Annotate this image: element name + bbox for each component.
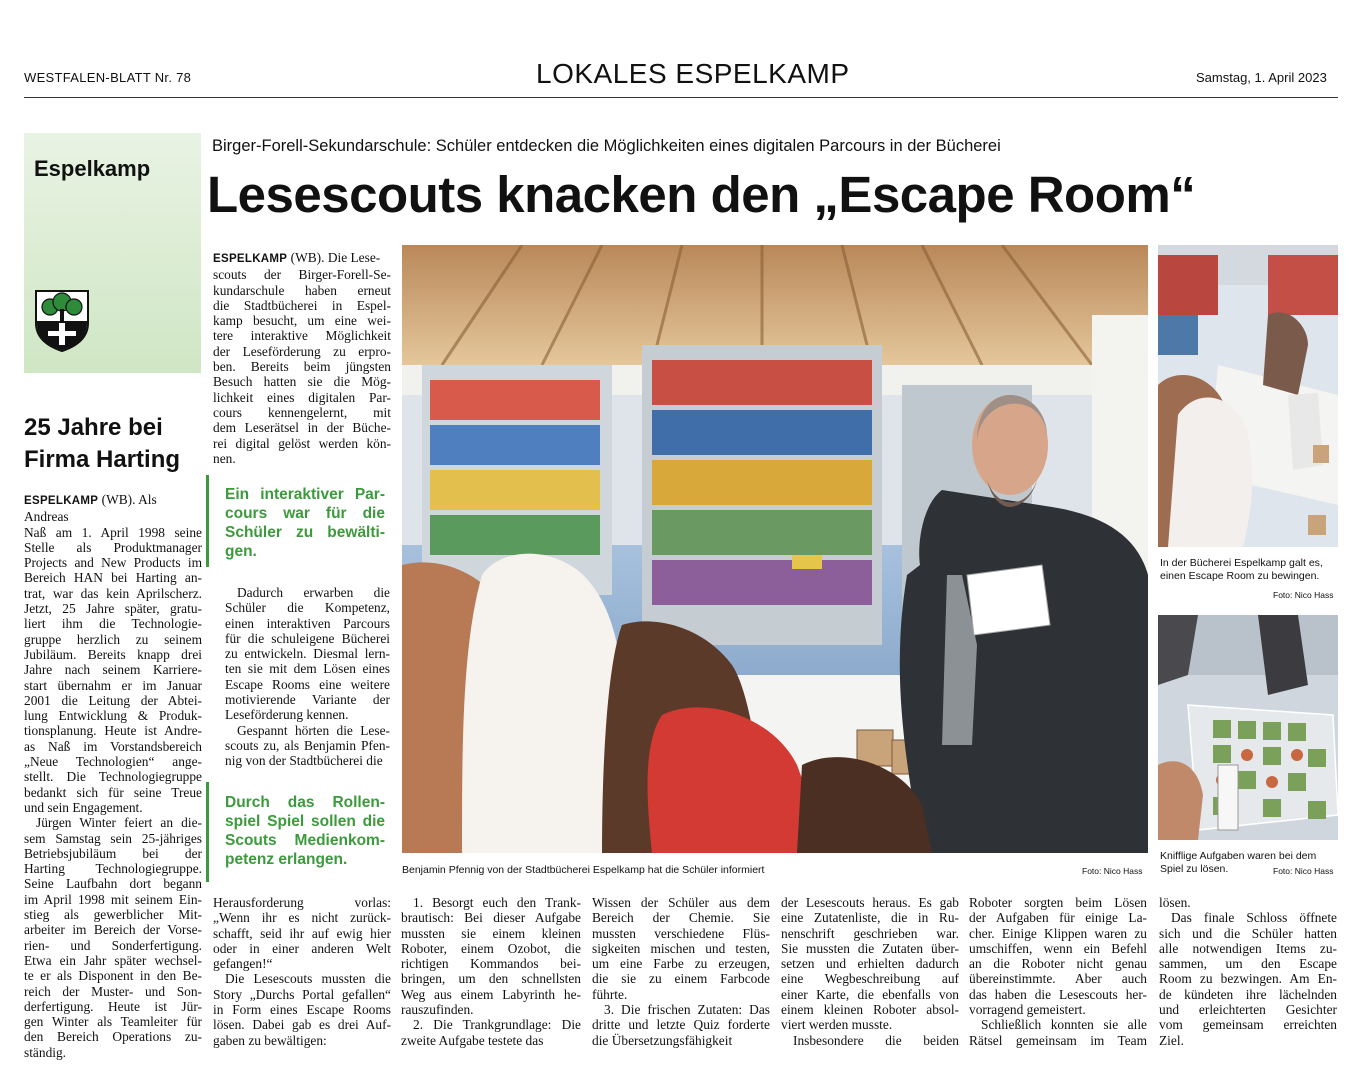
article-column-2	[401, 895, 581, 1048]
text-line: Weg aus einem Labyrinth he-	[401, 986, 581, 1002]
text-line: zu entwickeln. Diesmal lern-	[225, 646, 390, 662]
text-line: Herausforderung vorlas:	[213, 895, 391, 910]
text-line: die Übersetzungsfähigkeit	[592, 1032, 733, 1048]
right-photo-2-caption-line1: Knifflige Aufgaben waren bei dem	[1160, 850, 1317, 862]
text-line: 1. Besorgt euch den Trank-	[413, 895, 581, 910]
text-line: einer Karte, die ebenfalls von	[781, 986, 959, 1002]
text-line: scouts zu, als Benjamin Pfen-	[225, 737, 390, 753]
text-line: Schließlich konnten sie alle	[981, 1017, 1147, 1033]
text-line: Insbesondere die beiden	[793, 1032, 959, 1048]
main-photo-library-scene	[402, 245, 1148, 853]
text-line: nenschrift geschrieben war.	[781, 925, 959, 941]
text-line: Dadurch erwarben die	[237, 585, 390, 600]
text-line: Room zu bezwingen. Am En-	[1159, 971, 1337, 987]
text-line: reich der Muster- und Son-	[24, 983, 202, 999]
text-line: sich und die Schüler hatten	[1159, 925, 1337, 941]
text-line: viert werden musste.	[781, 1017, 893, 1033]
text-line: einen interaktiven Parcours	[225, 615, 390, 631]
text-line: sem Samstag sein 25-jähriges	[24, 830, 202, 846]
text-line: lichkeit eines digitalen Par-	[213, 389, 391, 405]
text-line: Roboter sorgten beim Lösen	[969, 895, 1147, 910]
text-line: mussten verschiedene Flüs-	[592, 925, 770, 941]
text-line: „Wenn ihr es nicht zurück-	[213, 910, 391, 926]
text-line: der Aufgaben für einige La-	[969, 910, 1147, 926]
text-line: sigkeiten mischen und testen,	[592, 940, 770, 956]
text-line: brautisch: Bei dieser Aufgabe	[401, 910, 581, 926]
main-photo-caption: Benjamin Pfennig von der Stadtbücherei Espelkamp hat die Schüler informiert	[402, 864, 765, 876]
text-line: gaben zu bewältigen:	[213, 1032, 327, 1048]
right-photo-2-credit: Foto: Nico Hass	[1273, 866, 1334, 876]
right-photo-1-credit: Foto: Nico Hass	[1273, 590, 1334, 600]
text-line: rauszufinden.	[401, 1002, 474, 1018]
right-photo-puzzle-grid	[1158, 615, 1338, 840]
text-line: gen.	[225, 543, 257, 560]
text-line: den Bereich Operations zu-	[24, 1029, 202, 1045]
text-line: eine Zutatenliste, die in Ru-	[781, 910, 959, 926]
text-line: der Leseförderung zu erpro-	[213, 343, 391, 359]
text-line: kamp besucht, um eine wei-	[213, 313, 391, 329]
text-line: stellt. Die Technologiegruppe	[24, 769, 202, 785]
header-divider	[24, 97, 1338, 98]
text-line: für die schuleigene Bücherei	[225, 630, 390, 646]
text-line: ten sie mit dem Lösen eines	[225, 661, 390, 677]
text-line: rien- und Sonderfertigung.	[24, 937, 202, 953]
sidebar-article-lines	[24, 525, 202, 1060]
text-line: cours kennengelernt, mit	[213, 404, 391, 420]
issue-date: Samstag, 1. April 2023	[1196, 70, 1327, 85]
text-line: im April 1998 mit seinem Ein-	[24, 891, 202, 907]
text-line: Sie mussten die Zutaten über-	[781, 940, 959, 956]
pullquote-1	[225, 485, 385, 561]
text-line: die sie zu einem Farbcode	[592, 971, 770, 987]
text-line: Betriebsjubiläum bei der	[24, 845, 202, 861]
sidebar-location: ESPELKAMP	[24, 495, 99, 507]
article-column-4	[781, 895, 959, 1048]
text-line: Durch das Rollen-	[225, 794, 385, 811]
text-line: Die Lesescouts mussten die	[225, 971, 391, 987]
text-line: schafft, seid ihr auf ewig hier	[213, 925, 391, 941]
text-line: sammen, um den Escape	[1159, 956, 1337, 972]
text-line: tere interaktive Möglichkeit	[213, 328, 391, 344]
sidebar-article-title	[24, 412, 204, 476]
text-line: liert ihm die Technologie-	[24, 616, 202, 632]
text-line: as Naß im Vorstandsbereich	[24, 738, 202, 754]
text-line: Besuch hatten sie die Mög-	[213, 374, 391, 390]
text-line: lösen. Dabei gab es drei Auf-	[213, 1017, 391, 1033]
right-photo-students-at-table	[1158, 245, 1338, 547]
pullquote-1-bar	[206, 475, 209, 567]
right-photo-2-caption-line2: Spiel zu lösen.	[1160, 863, 1229, 875]
text-line: cher. Einige Klippen waren zu	[969, 925, 1147, 941]
text-line: oder in einer anderen Welt	[213, 940, 391, 956]
text-line: Scouts Medienkom-	[225, 832, 385, 849]
text-line: richtigen Kommandos bei-	[401, 956, 581, 972]
text-line: lösen.	[1159, 895, 1191, 910]
text-line: „Neue Technologien“ ange-	[24, 754, 202, 770]
text-line: tionsplanung. Heute ist Andre-	[24, 723, 202, 739]
article-headline: Lesescouts knacken den „Escape Room“	[207, 166, 1196, 223]
text-line: derfertigung. Heute ist Jür-	[24, 998, 202, 1014]
text-line: Jetzt, 25 Jahre später, gratu-	[24, 601, 202, 617]
text-line: Schüler die Kompetenz,	[225, 600, 390, 616]
sidebar-article-line: ESPELKAMP (WB). Als Andreas	[24, 492, 157, 525]
text-line: 2001 die Leitung der Abtei-	[24, 692, 202, 708]
section-title: LOKALES ESPELKAMP	[536, 58, 850, 89]
sidebar-article-title-line2: Firma Harting	[24, 446, 181, 473]
text-line: stieg als gewerblicher Mit-	[24, 907, 202, 923]
text-line: bringen, um den schnellsten	[401, 971, 581, 987]
text-line: rei digital gelöst werden kön-	[213, 435, 391, 451]
text-line: um eine Farbe zu erzeugen,	[592, 956, 770, 972]
text-line: gen Winter als Teamleiter für	[24, 1014, 202, 1030]
text-line: nig von der Stadtbücherei die	[225, 753, 383, 769]
text-line: Etwa ein Jahr später wechsel-	[24, 952, 202, 968]
text-line: der Lesescouts heraus. Es gab	[781, 895, 959, 910]
text-line: und sein Engagement.	[24, 799, 143, 815]
text-line: ständig.	[24, 1044, 67, 1060]
text-line: arbeiter im Bereich der Vorse-	[24, 922, 202, 938]
text-line: de kündeten ihre lächelnden	[1159, 986, 1337, 1002]
text-line: das haben die Lesescouts her-	[969, 986, 1147, 1002]
pullquote-2	[225, 793, 385, 869]
text-line: Story „Durchs Portal gefallen“	[213, 986, 391, 1002]
text-line: Ein interaktiver Par-	[225, 486, 385, 503]
text-line: Rätsel gemeinsam im Team	[969, 1032, 1147, 1048]
text-line: alle notwendigen Items zu-	[1159, 940, 1337, 956]
text-line: in Form eines Escape Rooms	[213, 1002, 391, 1018]
text-line: te er als Disponent in den Be-	[24, 968, 202, 984]
text-line: spiel Spiel sollen die	[225, 813, 385, 830]
text-line: Naß am 1. April 1998 seine	[24, 524, 202, 540]
text-line: vom gemeinsam erreichten	[1159, 1017, 1337, 1033]
text-line: Harting Technologiegruppe.	[24, 861, 202, 877]
text-line: gefangen!“	[213, 956, 273, 972]
text-line: kundarschule haben erneut	[213, 282, 391, 298]
text-line: zweite Aufgabe testete das	[401, 1032, 544, 1048]
text-line: Bereich HAN bei Harting an-	[24, 570, 202, 586]
article-column-1c	[213, 895, 391, 1048]
article-location: ESPELKAMP	[213, 253, 288, 265]
article-kicker: Birger-Forell-Sekundarschule: Schüler entdecken die Möglichkeiten eines digitalen Parcours in der Bücherei	[212, 137, 1001, 155]
article-line: ESPELKAMP (WB). Die Lese-	[213, 250, 381, 265]
article-column-6	[1159, 895, 1337, 1048]
text-line: 2. Die Trankgrundlage: Die	[413, 1017, 581, 1033]
article-column-3	[592, 895, 770, 1048]
text-line: führte.	[592, 986, 628, 1002]
text-line: dritte und letzte Quiz forderte	[592, 1017, 770, 1033]
article-column-1b	[225, 585, 390, 769]
text-line: nen.	[213, 450, 236, 466]
text-line: scouts der Birger-Forell-Se-	[213, 267, 391, 283]
text-line: Bereich der Chemie. Sie	[592, 910, 770, 926]
article-column-1	[213, 250, 391, 466]
text-line: vorragend gemeistert.	[969, 1002, 1086, 1018]
text-line: gruppe herzlich zu seinem	[24, 631, 202, 647]
text-line: setzen und erhielten dadurch	[781, 956, 959, 972]
main-photo-credit: Foto: Nico Hass	[1082, 866, 1143, 876]
text-line: 3. Die frischen Zutaten: Das	[604, 1002, 770, 1018]
text-line: lung Entwicklung & Produk-	[24, 708, 202, 724]
text-line: bedankt sich für seine Treue	[24, 784, 202, 800]
text-line: Projects and New Products im	[24, 555, 202, 571]
text-line: cours war für die	[225, 505, 385, 522]
text-line: Wissen der Schüler aus dem	[592, 895, 770, 910]
pullquote-2-bar	[206, 782, 209, 882]
text-line: Gespannt hörten die Lese-	[237, 722, 390, 738]
text-line: Jubiläum. Bereits knapp drei	[24, 646, 202, 662]
text-line: Schüler zu bewälti-	[225, 524, 385, 541]
text-line: Das finale Schloss öffnete	[1171, 910, 1337, 926]
text-line: Escape Rooms eine weitere	[225, 676, 390, 692]
text-line: Seine Laufbahn dort begann	[24, 876, 202, 892]
article-column-5	[969, 895, 1147, 1048]
text-line: Jahre nach seinem Karriere-	[24, 662, 202, 678]
right-photo-1-caption-line2: einen Escape Room zu bewingen.	[1160, 570, 1320, 582]
text-line: eine Wegbeschreibung auf	[781, 971, 959, 987]
article-column-1-lines	[213, 267, 391, 466]
sidebar-article-title-line1: 25 Jahre bei	[24, 414, 163, 441]
text-line: ben. Bereits beim jüngsten	[213, 359, 391, 375]
text-line: umschiffen, wenn ein Befehl	[969, 940, 1147, 956]
sidebar-article-body	[24, 492, 202, 1060]
text-line: Leseförderung kennen.	[225, 707, 349, 723]
text-line: mussten sie einem kleinen	[401, 925, 581, 941]
text-line: einem kleinen Roboter absol-	[781, 1002, 959, 1018]
sidebar-title: Espelkamp	[34, 156, 151, 181]
text-line: Jürgen Winter feiert an die-	[36, 815, 202, 831]
text-line: petenz erlangen.	[225, 851, 348, 868]
text-line: Roboter, einem Ozobot, die	[401, 940, 581, 956]
text-line: Ziel.	[1159, 1032, 1184, 1048]
text-line: an die Roboter nicht genau	[969, 956, 1147, 972]
text-line: start übernahm er im Januar	[24, 677, 202, 693]
right-photo-1-caption-line1: In der Bücherei Espelkamp galt es,	[1160, 557, 1323, 569]
text-line: Stelle als Produktmanager	[24, 539, 202, 555]
espelkamp-coat-of-arms-icon	[34, 289, 90, 353]
text-line: motivierende Variante der	[225, 692, 390, 708]
text-line: und erleichterten Gesichter	[1159, 1002, 1337, 1018]
paper-name: WESTFALEN-BLATT Nr. 78	[24, 70, 192, 85]
text-line: übereinstimmte. Aber auch	[969, 971, 1147, 987]
right-photo-1-caption	[1160, 557, 1323, 583]
text-line: dem Leserätsel in der Büche-	[213, 420, 391, 436]
text-line: trat, war das kein Aprilscherz.	[24, 585, 202, 601]
text-line: die Stadtbücherei in Espel-	[213, 297, 391, 313]
